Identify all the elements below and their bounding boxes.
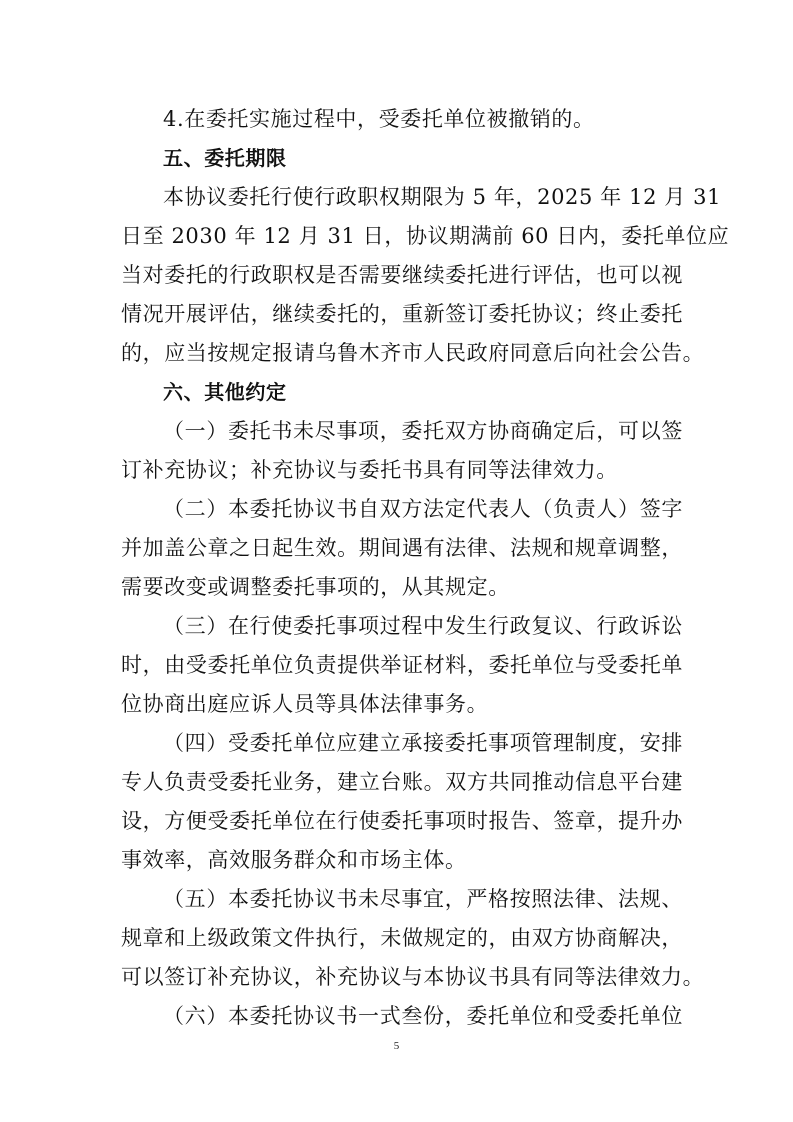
text-line: （四）受委托单位应建立承接委托事项管理制度，安排 [163,731,683,755]
text-line: （五）本委托协议书未尽事宜，严格按照法律、法规、 [163,887,683,911]
text-line: 位协商出庭应诉人员等具体法律事务。 [121,692,489,716]
text-line: 订补充协议；补充协议与委托书具有同等法律效力。 [121,458,618,482]
text-line: 本协议委托行使行政职权期限为 5 年，2025 年 12 月 31 [163,185,722,209]
text-line: 并加盖公章之日起生效。期间遇有法律、法规和规章调整， [121,536,683,560]
document-body [121,100,730,1036]
text-line: 日至 2030 年 12 月 31 日，协议期满前 60 日内，委托单位应 [121,224,730,248]
text-line: 事效率，高效服务群众和市场主体。 [121,848,467,872]
section-heading: 五、委托期限 [163,146,287,170]
text-line: （六）本委托协议书一式叁份，委托单位和受委托单位 [163,1004,683,1028]
text-line: 4.在委托实施过程中，受委托单位被撤销的。 [163,107,595,131]
text-line: （二）本委托协议书自双方法定代表人（负责人）签字 [163,497,683,521]
text-line: 情况开展评估，继续委托的，重新签订委托协议；终止委托 [121,302,683,326]
text-line: 设，方便受委托单位在行使委托事项时报告、签章，提升办 [121,809,683,833]
text-line: （三）在行使委托事项过程中发生行政复议、行政诉讼 [163,614,683,638]
text-line: 的，应当按规定报请乌鲁木齐市人民政府同意后向社会公告。 [121,341,705,365]
text-line: 需要改变或调整委托事项的，从其规定。 [121,575,510,599]
text-line: （一）委托书未尽事项，委托双方协商确定后，可以签 [163,419,683,443]
text-line: 规章和上级政策文件执行，未做规定的，由双方协商解决， [121,926,683,950]
text-line: 当对委托的行政职权是否需要继续委托进行评估，也可以视 [121,263,683,287]
text-line: 可以签订补充协议，补充协议与本协议书具有同等法律效力。 [121,965,705,989]
text-line: 时，由受委托单位负责提供举证材料，委托单位与受委托单 [121,653,683,677]
text-line: 专人负责受委托业务，建立台账。双方共同推动信息平台建 [121,770,683,794]
section-heading: 六、其他约定 [163,380,287,404]
page-number: 5 [393,1040,400,1052]
